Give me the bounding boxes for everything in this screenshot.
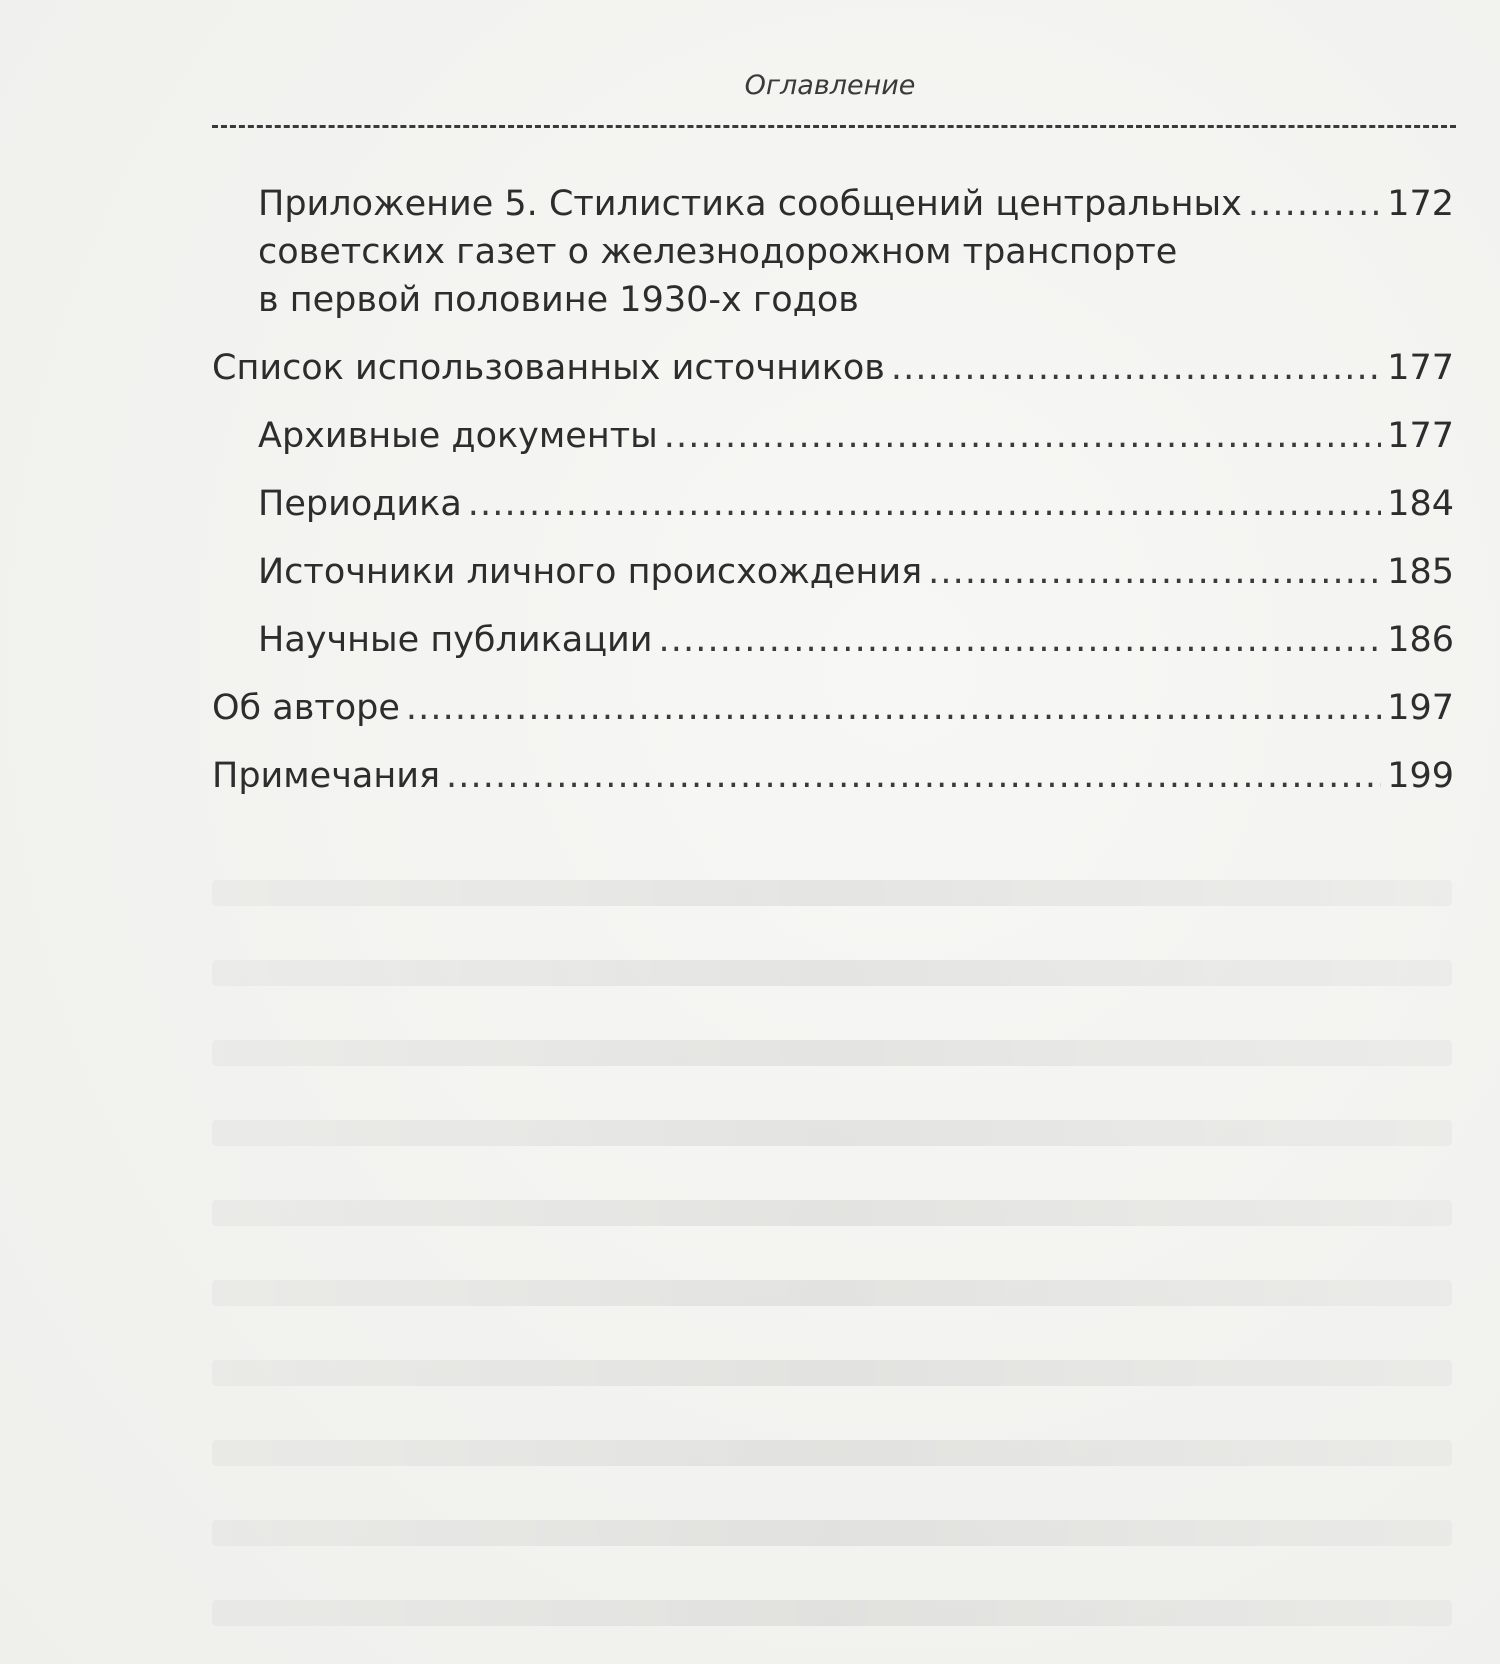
- header-rule: [212, 125, 1456, 128]
- toc-entry-page: 197: [1387, 688, 1454, 728]
- toc-entry-archives: [212, 412, 1454, 460]
- toc-leader-dots: [1248, 180, 1381, 228]
- toc-entry-periodicals: [212, 480, 1454, 528]
- toc-entry-personal-sources: [212, 548, 1454, 596]
- toc-entry-label: Архивные документы: [258, 416, 658, 456]
- toc-entry-label: Источники личного происхождения: [258, 552, 923, 592]
- table-of-contents: [212, 180, 1454, 800]
- toc-entry-page: 177: [1387, 348, 1454, 388]
- show-through-line: [212, 1600, 1452, 1626]
- toc-entry-label: Список использованных источников: [212, 348, 885, 388]
- toc-entry-page: 177: [1387, 416, 1454, 456]
- show-through-line: [212, 880, 1452, 906]
- toc-entry-about-author: [212, 684, 1454, 732]
- running-head: Оглавление: [744, 70, 916, 101]
- toc-leader-dots: [928, 548, 1381, 596]
- show-through-line: [212, 960, 1452, 986]
- show-through-line: [212, 1520, 1452, 1546]
- toc-leader-dots: [659, 616, 1382, 664]
- toc-entry-page: 185: [1387, 552, 1454, 592]
- show-through-line: [212, 1280, 1452, 1306]
- toc-entry-label: Научные публикации: [258, 620, 653, 660]
- toc-entry-label: Периодика: [258, 484, 462, 524]
- toc-entry-scientific-publications: [212, 616, 1454, 664]
- toc-entry-label: Примечания: [212, 756, 441, 796]
- toc-entry-page: 186: [1387, 620, 1454, 660]
- show-through-line: [212, 1120, 1452, 1146]
- toc-entry-label: Об авторе: [212, 688, 400, 728]
- toc-leader-dots: [468, 480, 1381, 528]
- toc-entry-page: 199: [1387, 756, 1454, 796]
- show-through-line: [212, 1440, 1452, 1466]
- toc-leader-dots: [891, 344, 1381, 392]
- toc-leader-dots: [664, 412, 1381, 460]
- toc-entry-page: 172: [1387, 184, 1454, 224]
- show-through-line: [212, 1360, 1452, 1386]
- toc-entry-appendix-5: [212, 180, 1454, 324]
- toc-entry-page: 184: [1387, 484, 1454, 524]
- toc-leader-dots: [406, 684, 1381, 732]
- toc-entry-notes: [212, 752, 1454, 800]
- toc-entry-sources: [212, 344, 1454, 392]
- show-through-line: [212, 1200, 1452, 1226]
- toc-leader-dots: [446, 752, 1381, 800]
- toc-entry-label: Приложение 5. Стилистика сообщений центральных советских газет о железнодорожном транспорте в первой половине 1930-х годов: [258, 184, 1242, 320]
- show-through-line: [212, 1040, 1452, 1066]
